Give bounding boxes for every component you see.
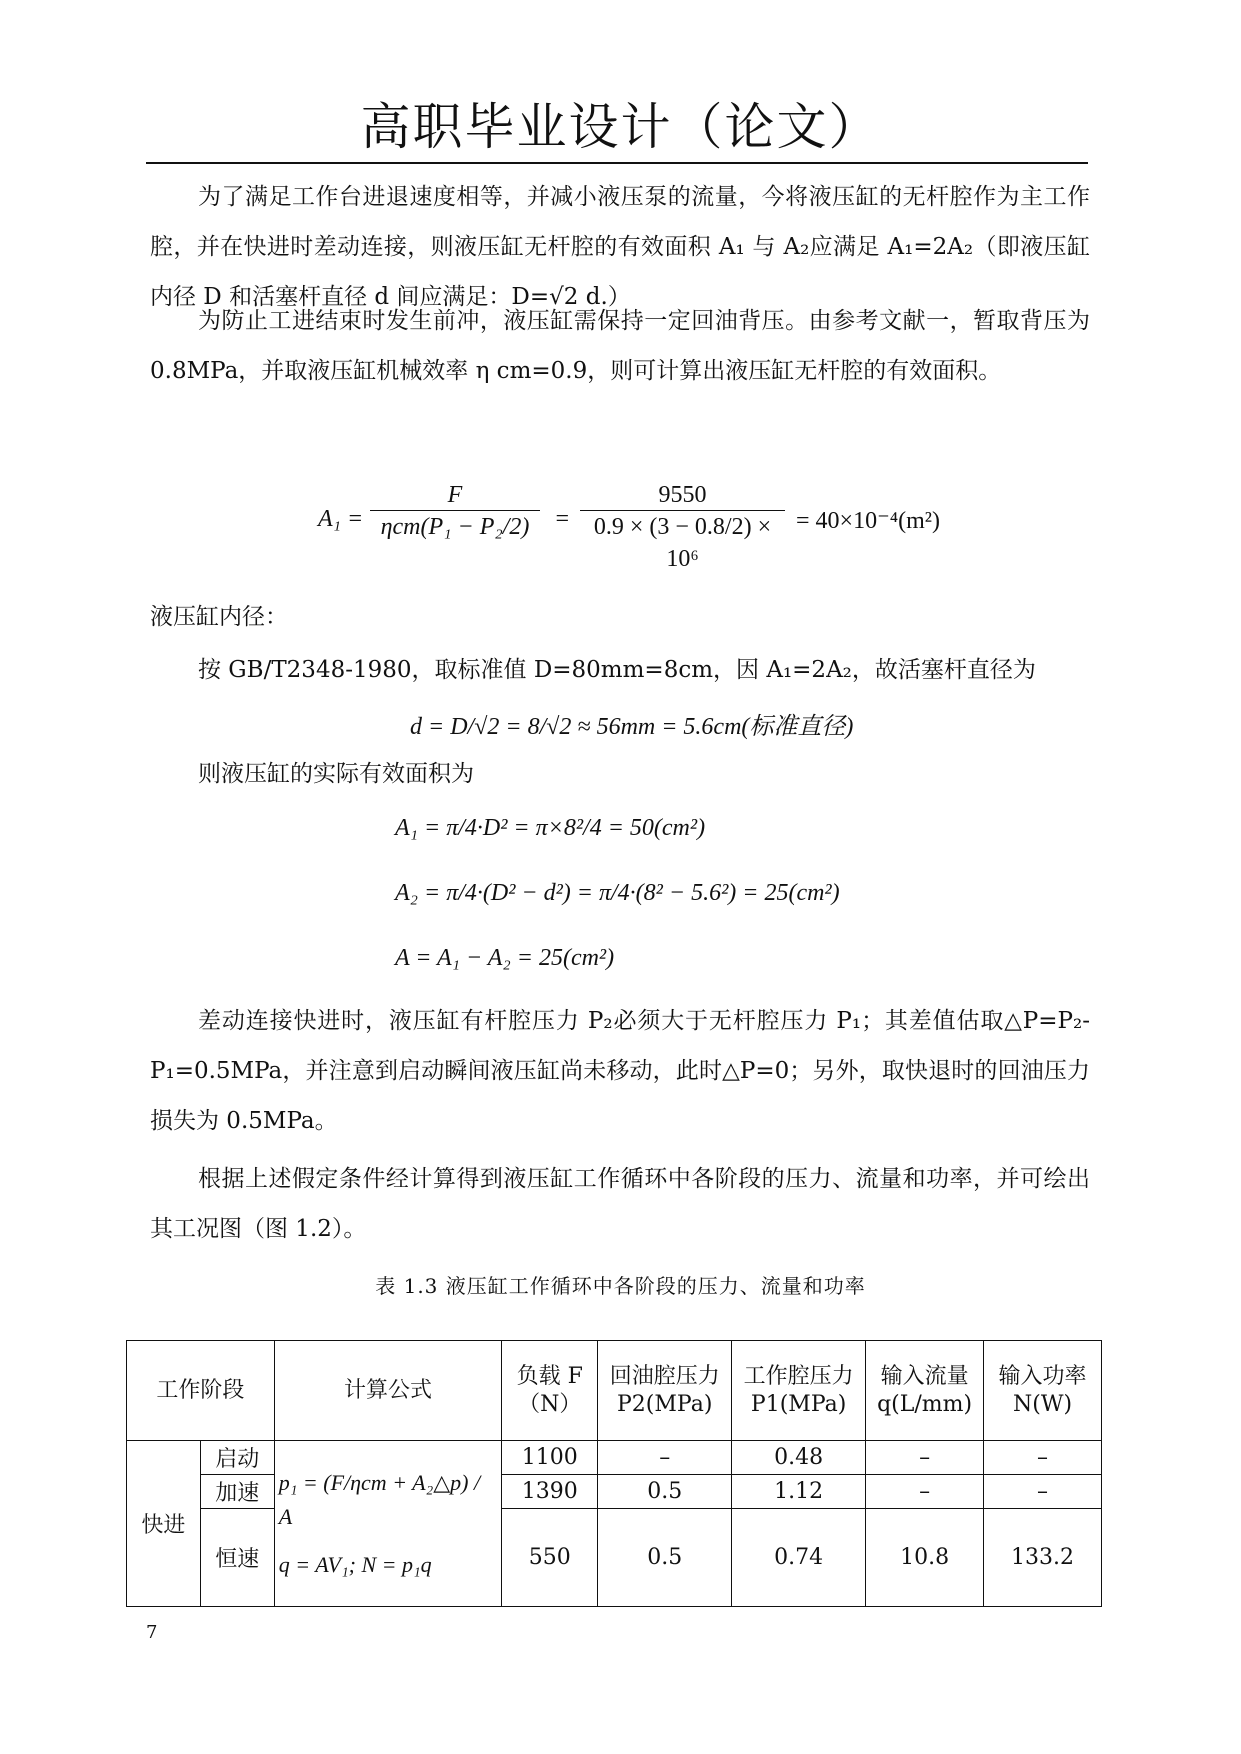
load-cell: 550	[502, 1509, 598, 1607]
sub-stage-cell: 加速	[200, 1475, 274, 1509]
load-cell: 1100	[502, 1441, 598, 1475]
header-formula: 计算公式	[274, 1341, 502, 1441]
group-cell: 快进	[127, 1441, 201, 1607]
power-cell: 133.2	[984, 1509, 1102, 1607]
work-pressure-cell: 1.12	[732, 1475, 866, 1509]
eq-a1-equals: =	[554, 506, 571, 532]
back-pressure-cell: –	[598, 1441, 732, 1475]
flow-cell: –	[866, 1441, 984, 1475]
page-title: 高职毕业设计（论文）	[360, 98, 881, 156]
power-cell: –	[984, 1441, 1102, 1475]
formula-q: q = AV₁; N = p₁q	[278, 1551, 432, 1577]
header-power: 输入功率 N(W)	[984, 1341, 1102, 1441]
header-back-pressure: 回油腔压力 P2(MPa)	[598, 1341, 732, 1441]
eq-a1-numerator-1: F	[370, 480, 540, 511]
eq-a1-fraction-2	[580, 480, 785, 575]
header-flow: 输入流量 q(L/mm)	[866, 1341, 984, 1441]
flow-cell: –	[866, 1475, 984, 1509]
back-pressure-cell: 0.5	[598, 1509, 732, 1607]
table-row	[127, 1509, 1102, 1607]
table-row	[127, 1475, 1102, 1509]
equation-rod-diameter: d = D/√2 = 8/√2 ≈ 56mm = 5.6cm(标准直径)	[410, 714, 854, 740]
label-bore-diameter: 液压缸内径：	[150, 604, 288, 630]
header-work-pressure: 工作腔压力 P1(MPa)	[732, 1341, 866, 1441]
label-effective-area: 则液压缸的实际有效面积为	[198, 761, 474, 787]
paragraph-4: 差动连接快进时，液压缸有杆腔压力 P₂必须大于无杆腔压力 P₁；其差值估取△P=P₂- P₁=0.5MPa，并注意到启动瞬间液压缸尚未移动，此时△P=0；另外，取快退时的回油压力损失为 0.5MPa。	[150, 1008, 1090, 1134]
header-stage: 工作阶段	[127, 1341, 275, 1441]
page-number: 7	[146, 1622, 158, 1643]
eq-a1-fraction-1	[370, 480, 540, 543]
work-pressure-cell: 0.74	[732, 1509, 866, 1607]
paragraph-5: 根据上述假定条件经计算得到液压缸工作循环中各阶段的压力、流量和功率，并可绘出其工况图（图 1.2）。	[150, 1166, 1090, 1242]
eq-a1-denominator-2: 0.9 × (3 − 0.8/2) × 10⁶	[593, 514, 772, 572]
eq-a1-numerator-2: 9550	[580, 480, 785, 511]
equation-area-a1: A₁ = π/4·D² = π×8²/4 = 50(cm²)	[395, 815, 706, 841]
header-divider	[146, 162, 1088, 164]
header-load: 负载 F（N）	[502, 1341, 598, 1441]
paragraph-1: 为了满足工作台进退速度相等，并减小液压泵的流量，今将液压缸的无杆腔作为主工作腔，并在快进时差动连接，则液压缸无杆腔的有效面积 A₁ 与 A₂应满足 A₁=2A₂（即液压缸内径 D 和活塞杆直径 d 间应满足：D=√2 d.）	[150, 184, 1090, 310]
table-header-row	[127, 1341, 1102, 1441]
table-caption: 表 1.3 液压缸工作循环中各阶段的压力、流量和功率	[375, 1274, 866, 1298]
equation-area-a: A = A₁ − A₂ = 25(cm²)	[395, 945, 615, 971]
formula-p1: p₁ = (F/ηcm + A₂△p) / A	[278, 1469, 481, 1529]
back-pressure-cell: 0.5	[598, 1475, 732, 1509]
power-cell: –	[984, 1475, 1102, 1509]
load-cell: 1390	[502, 1475, 598, 1509]
work-pressure-cell: 0.48	[732, 1441, 866, 1475]
paragraph-3: 按 GB/T2348-1980，取标准值 D=80mm=8cm，因 A₁=2A₂，故活塞杆直径为	[198, 657, 1036, 683]
eq-a1-denominator-1: ηcm(P₁ − P₂/2)	[380, 514, 530, 540]
paragraph-2: 为防止工进结束时发生前冲，液压缸需保持一定回油背压。由参考文献一，暂取背压为 0.8MPa，并取液压缸机械效率 η cm=0.9，则可计算出液压缸无杆腔的有效面积。	[150, 308, 1090, 384]
sub-stage-cell: 恒速	[200, 1509, 274, 1607]
table-row	[127, 1441, 1102, 1475]
equation-a1	[318, 470, 938, 580]
eq-a1-lhs: A₁ =	[318, 506, 364, 532]
equation-area-a2: A₂ = π/4·(D² − d²) = π/4·(8² − 5.6²) = 25(cm²)	[395, 880, 840, 906]
data-table	[126, 1340, 1102, 1607]
eq-a1-result: = 40×10⁻⁴(m²)	[796, 508, 940, 534]
flow-cell: 10.8	[866, 1509, 984, 1607]
sub-stage-cell: 启动	[200, 1441, 274, 1475]
formula-cell	[274, 1441, 502, 1607]
